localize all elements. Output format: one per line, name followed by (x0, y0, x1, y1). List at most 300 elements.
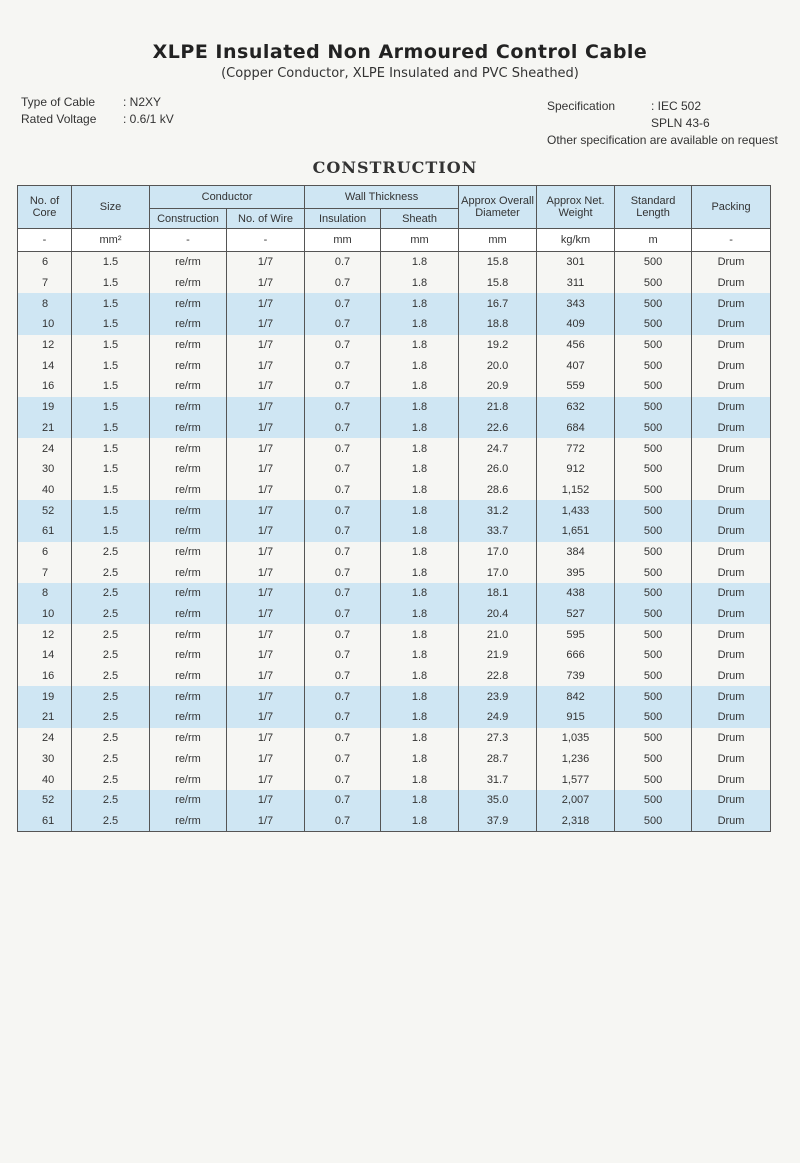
table-cell: 0.7 (305, 562, 381, 583)
specification-value-1: : IEC 502 (651, 99, 702, 113)
unit-cell: kg/km (537, 229, 615, 252)
section-title: CONSTRUCTION (312, 158, 478, 177)
table-cell: 1/7 (227, 273, 305, 294)
type-of-cable-value: : N2XY (123, 95, 162, 109)
table-cell: 16.7 (459, 293, 537, 314)
table-row (18, 459, 771, 480)
table-cell: 1.5 (72, 418, 150, 439)
table-cell: 28.6 (459, 480, 537, 501)
table-row (18, 293, 771, 314)
table-row (18, 645, 771, 666)
cable-info (21, 94, 174, 128)
table-cell: 21 (18, 418, 72, 439)
table-cell: 1.8 (381, 293, 459, 314)
table-cell: re/rm (150, 500, 227, 521)
table-cell: 1/7 (227, 604, 305, 625)
table-cell: 0.7 (305, 624, 381, 645)
header-insulation: Insulation (305, 209, 381, 229)
table-cell: 2.5 (72, 666, 150, 687)
table-cell: 1/7 (227, 459, 305, 480)
table-cell: 500 (615, 811, 692, 832)
header-overall-diameter: Approx Overall Diameter (459, 186, 537, 229)
table-cell: Drum (692, 707, 771, 728)
table-cell: Drum (692, 438, 771, 459)
table-cell: 1.8 (381, 790, 459, 811)
table-cell: 500 (615, 314, 692, 335)
table-cell: 842 (537, 686, 615, 707)
table-cell: 0.7 (305, 438, 381, 459)
table-cell: 301 (537, 252, 615, 273)
table-row (18, 521, 771, 542)
table-cell: re/rm (150, 418, 227, 439)
table-cell: 1.8 (381, 811, 459, 832)
table-cell: Drum (692, 542, 771, 563)
table-cell: 16 (18, 666, 72, 687)
table-cell: 7 (18, 562, 72, 583)
table-cell: re/rm (150, 583, 227, 604)
table-row (18, 790, 771, 811)
table-cell: 1/7 (227, 397, 305, 418)
rated-voltage-row (21, 111, 174, 128)
table-cell: 0.7 (305, 521, 381, 542)
table-cell: 1.8 (381, 397, 459, 418)
table-cell: 739 (537, 666, 615, 687)
table-cell: 1/7 (227, 355, 305, 376)
table-cell: 2.5 (72, 707, 150, 728)
table-cell: 0.7 (305, 790, 381, 811)
table-cell: 500 (615, 500, 692, 521)
table-cell: Drum (692, 376, 771, 397)
table-row (18, 542, 771, 563)
table-cell: 2.5 (72, 562, 150, 583)
table-cell: Drum (692, 252, 771, 273)
table-cell: re/rm (150, 335, 227, 356)
table-row (18, 273, 771, 294)
table-cell: Drum (692, 273, 771, 294)
table-row (18, 769, 771, 790)
header-sheath: Sheath (381, 209, 459, 229)
table-cell: 2.5 (72, 790, 150, 811)
table-cell: 12 (18, 624, 72, 645)
table-cell: 384 (537, 542, 615, 563)
table-cell: 18.1 (459, 583, 537, 604)
unit-cell: mm² (72, 229, 150, 252)
table-cell: 14 (18, 355, 72, 376)
table-cell: 500 (615, 749, 692, 770)
table-cell: 1.8 (381, 562, 459, 583)
table-cell: 2.5 (72, 749, 150, 770)
document-title: XLPE Insulated Non Armoured Control Cable (152, 41, 648, 63)
table-cell: 1/7 (227, 542, 305, 563)
table-cell: 10 (18, 604, 72, 625)
table-cell: 500 (615, 252, 692, 273)
table-cell: 684 (537, 418, 615, 439)
table-cell: 20.0 (459, 355, 537, 376)
table-cell: Drum (692, 480, 771, 501)
table-cell: 1/7 (227, 624, 305, 645)
table-cell: 1.8 (381, 686, 459, 707)
rated-voltage-value: : 0.6/1 kV (123, 112, 174, 126)
table-cell: 500 (615, 645, 692, 666)
table-cell: 21.9 (459, 645, 537, 666)
table-cell: 2,318 (537, 811, 615, 832)
table-cell: 1.8 (381, 376, 459, 397)
table-cell: 1/7 (227, 252, 305, 273)
table-row (18, 604, 771, 625)
table-row (18, 562, 771, 583)
table-cell: 0.7 (305, 583, 381, 604)
table-cell: 500 (615, 376, 692, 397)
table-cell: 1/7 (227, 790, 305, 811)
table-cell: 12 (18, 335, 72, 356)
table-cell: 31.2 (459, 500, 537, 521)
table-cell: 0.7 (305, 314, 381, 335)
table-cell: 500 (615, 273, 692, 294)
table-cell: 0.7 (305, 252, 381, 273)
table-cell: 1.8 (381, 355, 459, 376)
table-cell: Drum (692, 769, 771, 790)
table-cell: 1.8 (381, 252, 459, 273)
table-cell: Drum (692, 790, 771, 811)
unit-cell: - (227, 229, 305, 252)
table-cell: 2.5 (72, 686, 150, 707)
table-cell: 22.8 (459, 666, 537, 687)
table-cell: 0.7 (305, 769, 381, 790)
table-cell: 0.7 (305, 418, 381, 439)
rated-voltage-label: Rated Voltage (21, 112, 97, 126)
table-cell: re/rm (150, 811, 227, 832)
table-cell: 2.5 (72, 624, 150, 645)
table-cell: 1.8 (381, 624, 459, 645)
header-size: Size (72, 186, 150, 229)
table-cell: 1.5 (72, 376, 150, 397)
table-cell: re/rm (150, 542, 227, 563)
specification-value-2: SPLN 43-6 (651, 116, 710, 130)
table-row (18, 480, 771, 501)
table-cell: 0.7 (305, 811, 381, 832)
table-cell: 1/7 (227, 335, 305, 356)
table-cell: 1/7 (227, 480, 305, 501)
document-subtitle: (Copper Conductor, XLPE Insulated and PVC Sheathed) (221, 66, 579, 81)
table-cell: 0.7 (305, 645, 381, 666)
header-conductor: Conductor (150, 186, 305, 209)
table-cell: 1/7 (227, 811, 305, 832)
table-cell: 0.7 (305, 604, 381, 625)
table-cell: 1/7 (227, 749, 305, 770)
unit-cell: - (18, 229, 72, 252)
table-row (18, 666, 771, 687)
table-row (18, 624, 771, 645)
table-cell: 19 (18, 397, 72, 418)
table-cell: 500 (615, 707, 692, 728)
table-cell: 1.5 (72, 521, 150, 542)
table-row (18, 418, 771, 439)
header-packing: Packing (692, 186, 771, 229)
table-cell: Drum (692, 583, 771, 604)
table-cell: re/rm (150, 645, 227, 666)
table-cell: 37.9 (459, 811, 537, 832)
table-cell: 0.7 (305, 480, 381, 501)
table-cell: 0.7 (305, 686, 381, 707)
table-cell: 1/7 (227, 666, 305, 687)
table-cell: 438 (537, 583, 615, 604)
table-cell: 595 (537, 624, 615, 645)
header-no-of-core: No. of Core (18, 186, 72, 229)
table-cell: 20.4 (459, 604, 537, 625)
table-cell: re/rm (150, 252, 227, 273)
table-cell: Drum (692, 666, 771, 687)
table-cell: re/rm (150, 293, 227, 314)
table-cell: Drum (692, 335, 771, 356)
table-cell: 666 (537, 645, 615, 666)
table-cell: re/rm (150, 438, 227, 459)
table-cell: 61 (18, 811, 72, 832)
table-cell: 1.8 (381, 335, 459, 356)
table-cell: 500 (615, 790, 692, 811)
table-cell: 1.8 (381, 438, 459, 459)
table-cell: Drum (692, 459, 771, 480)
table-cell: 6 (18, 542, 72, 563)
table-cell: 500 (615, 562, 692, 583)
table-row (18, 728, 771, 749)
table-cell: 61 (18, 521, 72, 542)
table-cell: 0.7 (305, 666, 381, 687)
table-cell: 6 (18, 252, 72, 273)
other-specification-note: Other specification are available on request (547, 133, 778, 147)
table-cell: 500 (615, 769, 692, 790)
table-cell: 1.5 (72, 273, 150, 294)
header-standard-length: Standard Length (615, 186, 692, 229)
table-cell: re/rm (150, 749, 227, 770)
table-cell: 772 (537, 438, 615, 459)
type-of-cable-row (21, 94, 174, 111)
table-row (18, 397, 771, 418)
table-row (18, 438, 771, 459)
table-cell: 1.8 (381, 542, 459, 563)
table-row (18, 335, 771, 356)
table-cell: 2.5 (72, 645, 150, 666)
table-cell: 1.5 (72, 397, 150, 418)
table-cell: 1.5 (72, 252, 150, 273)
table-cell: 31.7 (459, 769, 537, 790)
table-cell: 1/7 (227, 438, 305, 459)
table-cell: 2.5 (72, 769, 150, 790)
table-cell: 24.9 (459, 707, 537, 728)
table-cell: re/rm (150, 521, 227, 542)
table-cell: re/rm (150, 355, 227, 376)
table-cell: re/rm (150, 273, 227, 294)
table-cell: 7 (18, 273, 72, 294)
table-cell: re/rm (150, 376, 227, 397)
table-cell: re/rm (150, 666, 227, 687)
table-cell: Drum (692, 645, 771, 666)
table-cell: re/rm (150, 624, 227, 645)
table-cell: Drum (692, 500, 771, 521)
table-cell: 395 (537, 562, 615, 583)
table-cell: 0.7 (305, 335, 381, 356)
table-cell: 1/7 (227, 686, 305, 707)
table-cell: 21 (18, 707, 72, 728)
table-cell: 2.5 (72, 811, 150, 832)
table-cell: 1.5 (72, 459, 150, 480)
table-cell: 22.6 (459, 418, 537, 439)
table-cell: re/rm (150, 728, 227, 749)
table-cell: 1,152 (537, 480, 615, 501)
table-cell: 30 (18, 459, 72, 480)
table-body (18, 252, 771, 832)
table-cell: Drum (692, 355, 771, 376)
table-cell: 1.8 (381, 480, 459, 501)
table-cell: re/rm (150, 769, 227, 790)
table-cell: Drum (692, 811, 771, 832)
table-cell: 19.2 (459, 335, 537, 356)
table-cell: 28.7 (459, 749, 537, 770)
table-cell: 527 (537, 604, 615, 625)
table-cell: 17.0 (459, 542, 537, 563)
unit-cell: m (615, 229, 692, 252)
table-cell: 500 (615, 335, 692, 356)
specification-label: Specification (547, 99, 616, 113)
table-cell: 10 (18, 314, 72, 335)
table-cell: re/rm (150, 459, 227, 480)
table-row (18, 749, 771, 770)
table-cell: 0.7 (305, 355, 381, 376)
specification-row-2 (547, 115, 778, 132)
table-cell: 0.7 (305, 397, 381, 418)
table-cell: 2,007 (537, 790, 615, 811)
table-cell: 1/7 (227, 728, 305, 749)
table-cell: 500 (615, 583, 692, 604)
table-cell: 15.8 (459, 273, 537, 294)
table-cell: re/rm (150, 707, 227, 728)
table-cell: 0.7 (305, 293, 381, 314)
table-cell: 2.5 (72, 583, 150, 604)
table-cell: 40 (18, 480, 72, 501)
table-cell: Drum (692, 604, 771, 625)
table-cell: 40 (18, 769, 72, 790)
table-cell: 0.7 (305, 273, 381, 294)
table-cell: 0.7 (305, 500, 381, 521)
header-wall-thickness: Wall Thickness (305, 186, 459, 209)
table-cell: Drum (692, 728, 771, 749)
table-row (18, 252, 771, 273)
construction-table (17, 185, 771, 832)
table-cell: 1.5 (72, 335, 150, 356)
table-cell: 409 (537, 314, 615, 335)
table-cell: 30 (18, 749, 72, 770)
table-cell: 500 (615, 604, 692, 625)
units-row (18, 229, 771, 252)
table-row (18, 707, 771, 728)
table-cell: 1.5 (72, 314, 150, 335)
table-cell: 0.7 (305, 459, 381, 480)
table-cell: 24 (18, 438, 72, 459)
table-cell: 1.8 (381, 583, 459, 604)
table-cell: 1,577 (537, 769, 615, 790)
table-row (18, 686, 771, 707)
table-cell: 1.8 (381, 500, 459, 521)
table-cell: 18.8 (459, 314, 537, 335)
table-cell: 0.7 (305, 376, 381, 397)
table-cell: 1/7 (227, 562, 305, 583)
table-cell: 500 (615, 686, 692, 707)
table-cell: 500 (615, 397, 692, 418)
table-cell: Drum (692, 749, 771, 770)
specification-row (547, 98, 778, 115)
table-cell: 20.9 (459, 376, 537, 397)
header-no-of-wire: No. of Wire (227, 209, 305, 229)
table-cell: 1/7 (227, 707, 305, 728)
table-cell: 500 (615, 728, 692, 749)
table-cell: 559 (537, 376, 615, 397)
table-cell: 1.5 (72, 355, 150, 376)
table-cell: 1.8 (381, 273, 459, 294)
table-cell: re/rm (150, 314, 227, 335)
table-cell: 500 (615, 459, 692, 480)
type-of-cable-label: Type of Cable (21, 95, 96, 109)
table-cell: 35.0 (459, 790, 537, 811)
table-cell: 1/7 (227, 418, 305, 439)
table-cell: 0.7 (305, 749, 381, 770)
table-cell: 500 (615, 542, 692, 563)
table-cell: 21.0 (459, 624, 537, 645)
table-cell: 1.8 (381, 521, 459, 542)
table-cell: 456 (537, 335, 615, 356)
table-cell: 24 (18, 728, 72, 749)
unit-cell: mm (305, 229, 381, 252)
table-cell: 500 (615, 666, 692, 687)
table-cell: re/rm (150, 397, 227, 418)
table-cell: 500 (615, 480, 692, 501)
table-cell: 27.3 (459, 728, 537, 749)
table-cell: 1.8 (381, 728, 459, 749)
table-cell: 912 (537, 459, 615, 480)
table-cell: 26.0 (459, 459, 537, 480)
table-row (18, 376, 771, 397)
table-cell: 15.8 (459, 252, 537, 273)
table-cell: 1/7 (227, 769, 305, 790)
table-cell: 311 (537, 273, 615, 294)
unit-cell: - (692, 229, 771, 252)
table-cell: 500 (615, 624, 692, 645)
table-cell: re/rm (150, 686, 227, 707)
table-row (18, 811, 771, 832)
table-cell: 1/7 (227, 521, 305, 542)
table-cell: 14 (18, 645, 72, 666)
table-cell: 16 (18, 376, 72, 397)
table-row (18, 355, 771, 376)
table-cell: 2.5 (72, 604, 150, 625)
table-cell: Drum (692, 418, 771, 439)
table-cell: 52 (18, 790, 72, 811)
specification-info (547, 98, 778, 149)
table-cell: 632 (537, 397, 615, 418)
table-cell: 23.9 (459, 686, 537, 707)
table-cell: 1.8 (381, 459, 459, 480)
table-cell: re/rm (150, 604, 227, 625)
table-cell: 1.8 (381, 666, 459, 687)
table-cell: 19 (18, 686, 72, 707)
header-net-weight: Approx Net. Weight (537, 186, 615, 229)
table-cell: 500 (615, 438, 692, 459)
table-cell: 1.5 (72, 438, 150, 459)
table-cell: Drum (692, 624, 771, 645)
table-cell: 500 (615, 355, 692, 376)
table-cell: 52 (18, 500, 72, 521)
table-cell: Drum (692, 521, 771, 542)
table-cell: 1,651 (537, 521, 615, 542)
table-cell: Drum (692, 397, 771, 418)
